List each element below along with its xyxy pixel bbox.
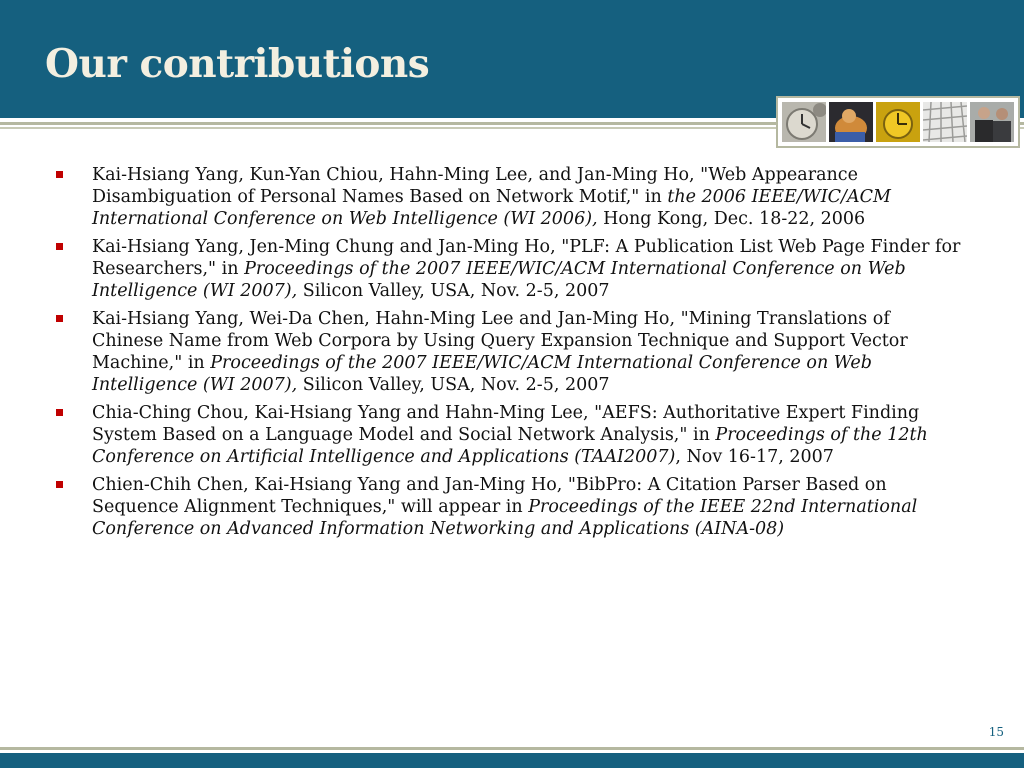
reference-list xyxy=(56,164,966,546)
header-photo-strip xyxy=(776,96,1020,148)
ref-venue: Proceedings of the 12th Conference on Artificial Intelligence and Applications (TAAI2007) xyxy=(92,425,928,467)
ref-venue: Proceedings of the 2007 IEEE/WIC/ACM International Conference on Web Intelligence (WI 2007), xyxy=(92,259,906,301)
ref-authors: Chien-Chih Chen, Kai-Hsiang Yang and Jan-Ming Ho, "BibPro: A Citation Parser Based on Sequence Alignment Techniques," will appear in xyxy=(92,475,887,517)
slide-title: Our contributions xyxy=(45,41,430,87)
bullet-icon xyxy=(56,243,63,250)
ref-tail: Silicon Valley, USA, Nov. 2-5, 2007 xyxy=(297,375,610,395)
bullet-icon xyxy=(56,315,63,322)
ref-authors: Kai-Hsiang Yang, Jen-Ming Chung and Jan-Ming Ho, "PLF: A Publication List Web Page Finder for Researchers," in xyxy=(92,237,961,279)
clock-photo xyxy=(782,102,826,142)
footer-band xyxy=(0,753,1024,768)
ref-tail: Silicon Valley, USA, Nov. 2-5, 2007 xyxy=(297,281,610,301)
ref-tail: Hong Kong, Dec. 18-22, 2006 xyxy=(597,209,866,229)
ref-authors: Kai-Hsiang Yang, Kun-Yan Chiou, Hahn-Ming Lee, and Jan-Ming Ho, "Web Appearance Disambiguation of Personal Names Based on Network Motif," in xyxy=(92,165,858,207)
list-item xyxy=(56,308,966,396)
bullet-icon xyxy=(56,171,63,178)
list-item xyxy=(56,402,966,468)
ref-tail: , Nov 16-17, 2007 xyxy=(675,447,834,467)
list-item xyxy=(56,474,966,540)
ref-authors: Chia-Ching Chou, Kai-Hsiang Yang and Hahn-Ming Lee, "AEFS: Authoritative Expert Finding System Based on a Language Model and Social Network Analysis," in xyxy=(92,403,920,445)
ref-venue: the 2006 IEEE/WIC/ACM International Conference on Web Intelligence (WI 2006), xyxy=(92,187,891,229)
ref-authors: Kai-Hsiang Yang, Wei-Da Chen, Hahn-Ming Lee and Jan-Ming Ho, "Mining Translations of Chinese Name from Web Corpora by Using Query Expansion Technique and Support Vector Machine," in xyxy=(92,309,908,373)
list-item xyxy=(56,236,966,302)
grid-photo xyxy=(923,102,967,142)
page-number: 15 xyxy=(988,725,1004,739)
footer-rule xyxy=(0,747,1024,750)
ref-venue: Proceedings of the 2007 IEEE/WIC/ACM International Conference on Web Intelligence (WI 2007), xyxy=(92,353,872,395)
bullet-icon xyxy=(56,409,63,416)
bullet-icon xyxy=(56,481,63,488)
person-photo xyxy=(829,102,873,142)
business-people-photo xyxy=(970,102,1014,142)
ref-venue: Proceedings of the IEEE 22nd International Conference on Advanced Information Networking and Applications (AINA-08) xyxy=(92,497,918,539)
gold-watch-photo xyxy=(876,102,920,142)
list-item xyxy=(56,164,966,230)
